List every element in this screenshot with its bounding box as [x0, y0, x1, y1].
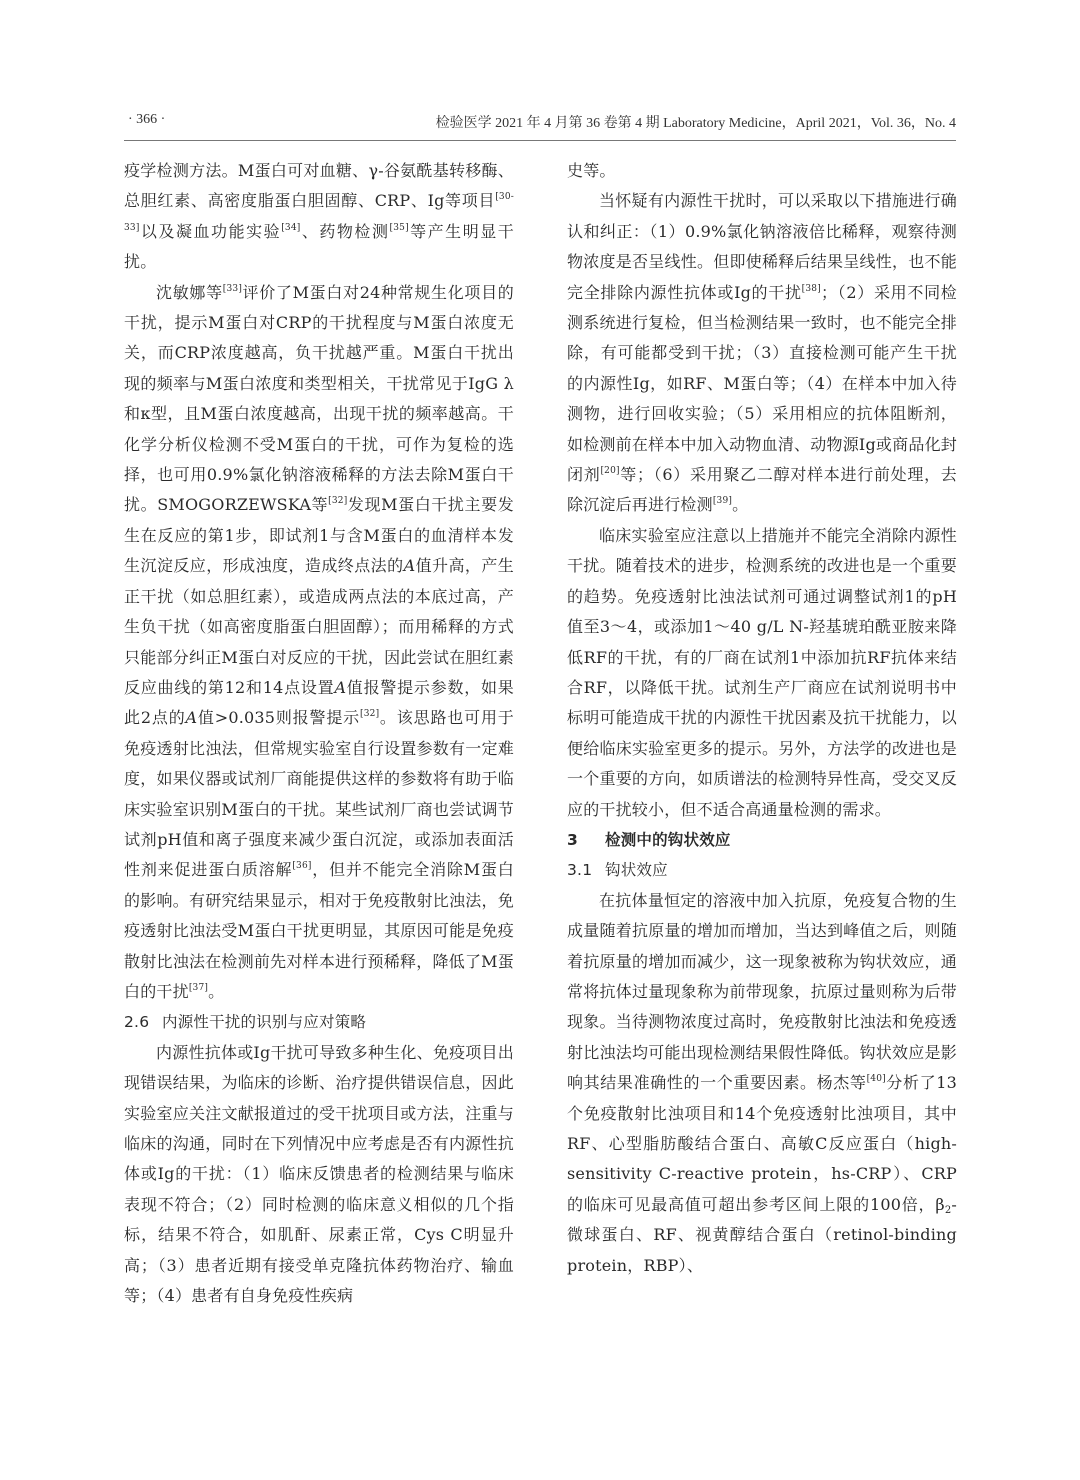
- citation: [30-33]: [124, 192, 514, 233]
- paragraph: 史等。: [567, 161, 616, 180]
- citation: [34]: [281, 222, 301, 233]
- citation: [35]: [389, 222, 409, 233]
- paragraph: 内源性抗体或Ig干扰可导致多种生化、免疫项目出现错误结果，为临床的诊断、治疗提供错误信息，因此实验室应关注文献报道过的受干扰项目或方法，注重与临床的沟通，同时在下列情况中应考虑是否有内源性抗体或Ig的干扰：（1）临床反馈患者的检测结果与临床表现不符合；（2）同时检测的临床意义相似的几个指标，结果不符合，如肌酐、尿素正常，Cys C明显升高；（3）患者近期有接受单克隆抗体药物治疗、输血等；（4）患者有自身免疫性疾病: [124, 1042, 514, 1306]
- citation: [33]: [222, 283, 243, 294]
- citation: [37]: [188, 982, 209, 993]
- citation: [39]: [712, 496, 733, 507]
- citation: [36]: [292, 861, 312, 872]
- page-header: [128, 112, 956, 136]
- section-heading-3-1: 3.1 钩状效应: [567, 861, 668, 880]
- left-column: [124, 156, 514, 1311]
- header-rule: [124, 140, 956, 141]
- paragraph: 沈敏娜等[33]评价了M蛋白对24种常规生化项目的干扰，提示M蛋白对CRP的干扰程度与M蛋白浓度无关，而CRP浓度越高，负干扰越严重。M蛋白干扰出现的频率与M蛋白浓度和类型相关，干扰常见于IgG λ和κ型，且M蛋白浓度越高，出现干扰的频率越高。干化学分析仪检测不受M蛋白的干扰，可作为复检的选择，也可用0.9%氯化钠溶液稀释的方法去除M蛋白干扰。SMOGORZEWSKA等[32]发现M蛋白干扰主要发生在反应的第1步，即试剂1与含M蛋白的血清样本发生沉淀反应，形成浊度，造成终点法的A值升高，产生正干扰（如总胆红素），或造成两点法的本底过高，产生负干扰（如高密度脂蛋白胆固醇）；而用稀释的方式只能部分纠正M蛋白对反应的干扰，因此尝试在胆红素反应曲线的第12和14点设置A值报警提示参数，如果此2点的A值>0.035则报警提示[32]。该思路也可用于免疫透射比浊法，但常规实验室自行设置参数有一定难度，如果仪器或试剂厂商能提供这样的参数将有助于临床实验室识别M蛋白的干扰。某些试剂厂商也尝试调节试剂pH值和离子强度来减少蛋白沉淀，或添加表面活性剂来促进蛋白质溶解[36]，但并不能完全消除M蛋白的影响。有研究结果显示，相对于免疫散射比浊法，免疫透射比浊法受M蛋白干扰更明显，其原因可能是免疫散射比浊法在检测前先对样本进行预稀释，降低了M蛋白的干扰[37]。: [124, 282, 514, 1001]
- citation: [32]: [328, 496, 348, 507]
- paragraph: 疫学检测方法。M蛋白可对血糖、γ-谷氨酰基转移酶、总胆红素、高密度脂蛋白胆固醇、CRP、Ig等项目[30-33]以及凝血功能实验[34]、药物检测[35]等产生明显干扰。: [124, 161, 514, 272]
- citation: [40]: [866, 1074, 886, 1085]
- right-column: [567, 156, 957, 1281]
- paragraph: 临床实验室应注意以上措施并不能完全消除内源性干扰。随着技术的进步，检测系统的改进也是一个重要的趋势。免疫透射比浊法试剂可通过调整试剂1的pH值至3～4，或添加1～40 g/L N-羟基琥珀酰亚胺来降低RF的干扰，有的厂商在试剂1中添加抗RF抗体来结合RF，以降低干扰。试剂生产厂商应在试剂说明书中标明可能造成干扰的内源性干扰因素及抗干扰能力，以便给临床实验室更多的提示。另外，方法学的改进也是一个重要的方向，如质谱法的检测特异性高，受交叉反应的干扰较小，但不适合高通量检测的需求。: [567, 525, 957, 819]
- journal-citation: 检验医学 2021 年 4 月第 36 卷第 4 期 Laboratory Medicine，April 2021，Vol. 36，No. 4: [435, 116, 956, 131]
- section-heading-3: 3 检测中的钩状效应: [567, 830, 731, 849]
- section-heading-2-6: 2.6 内源性干扰的识别与应对策略: [124, 1013, 367, 1032]
- page-number: · 366 ·: [128, 112, 166, 127]
- paragraph: 当怀疑有内源性干扰时，可以采取以下措施进行确认和纠正：（1）0.9%氯化钠溶液倍比稀释，观察待测物浓度是否呈线性。但即使稀释后结果呈线性，也不能完全排除内源性抗体或Ig的干扰[38]；（2）采用不同检测系统进行复检，但当检测结果一致时，也不能完全排除，有可能都受到干扰；（3）直接检测可能产生干扰的内源性Ig，如RF、M蛋白等；（4）在样本中加入待测物，进行回收实验；（5）采用相应的抗体阻断剂，如检测前在样本中加入动物血清、动物源Ig或商品化封闭剂[20]等；（6）采用聚乙二醇对样本进行前处理，去除沉淀后再进行检测[39]。: [567, 191, 957, 515]
- citation: [38]: [801, 283, 821, 294]
- citation: [20]: [600, 466, 620, 477]
- paragraph: 在抗体量恒定的溶液中加入抗原，免疫复合物的生成量随着抗原量的增加而增加，当达到峰值之后，则随着抗原量的增加而减少，这一现象被称为钩状效应，通常将抗体过量现象称为前带现象，抗原过量则称为后带现象。当待测物浓度过高时，免疫散射比浊法和免疫透射比浊法均可能出现检测结果假性降低。钩状效应是影响其结果准确性的一个重要因素。杨杰等[40]分析了13个免疫散射比浊项目和14个免疫透射比浊项目，其中RF、心型脂肪酸结合蛋白、高敏C反应蛋白（high-sensitivity C-reactive protein，hs-CRP）、CRP的临床可见最高值可超出参考区间上限的100倍，$\beta_2-$微球蛋白、RF、视黄醇结合蛋白（retinol-binding protein，RBP）、: [567, 890, 957, 1275]
- citation: [32]: [360, 709, 380, 720]
